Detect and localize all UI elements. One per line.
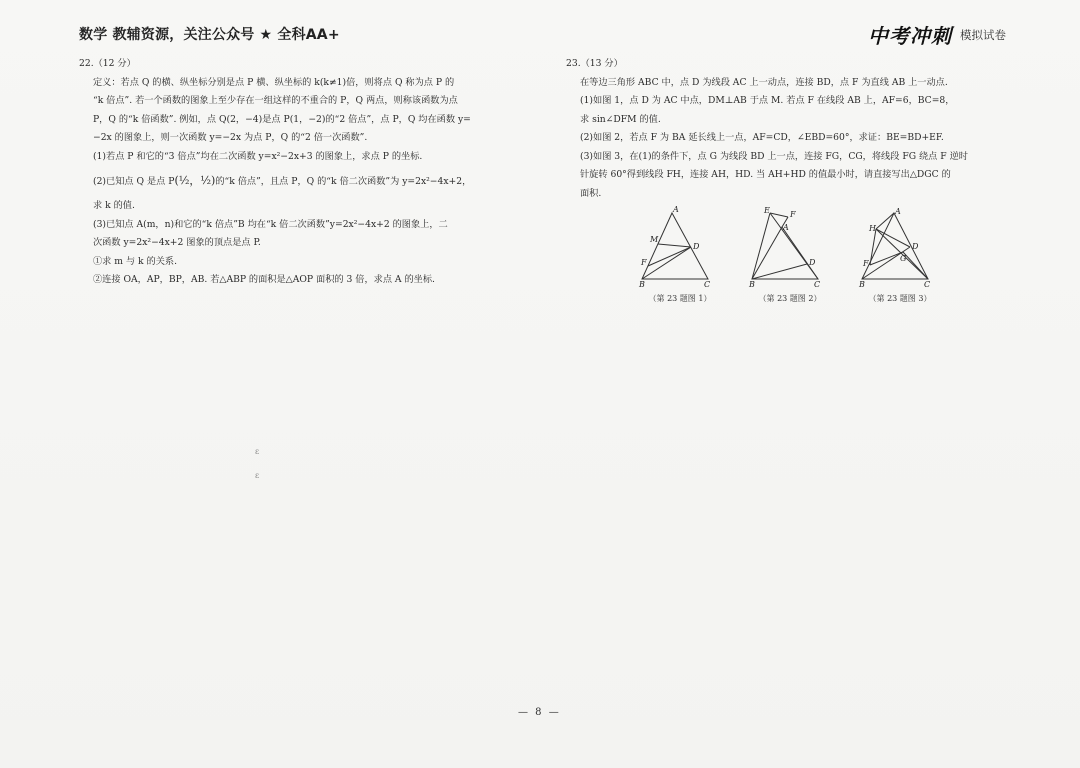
q23-part-1-line-1: (1)如图 1，点 D 为 AC 中点，DM⊥AB 于点 M. 若点 F 在线段 AB 上，AF=6，BC=8，: [580, 95, 955, 106]
stray-mark: ε: [255, 471, 260, 480]
svg-text:A: A: [783, 223, 789, 232]
svg-text:B: B: [859, 280, 865, 287]
q22-part-3-subq-1: ①求 m 与 k 的关系.: [93, 255, 178, 267]
figure-1-caption: （第 23 题图 1）: [648, 294, 712, 303]
brand-subtitle: 模拟试卷: [960, 27, 1006, 42]
svg-text:D: D: [809, 258, 816, 267]
svg-text:M: M: [650, 235, 659, 244]
q22-part-1: (1)若点 P 和它的“3 倍点”均在二次函数 y=x²−2x+3 的图象上，求点 P 的坐标.: [93, 150, 423, 162]
svg-text:C: C: [814, 280, 821, 287]
figure-3: [850, 205, 950, 304]
triangle-diagram-2: [740, 205, 840, 287]
triangle-diagram-1: [630, 205, 730, 287]
svg-text:F: F: [641, 258, 647, 267]
figure-2: [740, 205, 840, 304]
svg-text:B: B: [749, 280, 755, 287]
header-source-text: 数学 教辅资源，关注公众号 ★ 全科AA+: [79, 27, 340, 43]
figure-1: [630, 205, 730, 304]
q22-part-3-line-2: 次函数 y=2x²−4x+2 图象的顶点是点 P.: [93, 237, 261, 248]
page-number: — 8 —: [518, 707, 561, 718]
question-23-heading: 23.（13 分）: [566, 58, 623, 69]
svg-text:F: F: [863, 259, 869, 268]
question-22: [79, 55, 524, 290]
q23-part-3-line-3: 面积.: [580, 187, 602, 199]
svg-text:D: D: [912, 242, 919, 251]
question-23: [566, 55, 1011, 203]
header-brand: [868, 20, 1006, 49]
svg-text:C: C: [924, 280, 931, 287]
svg-text:E: E: [764, 206, 770, 215]
svg-text:B: B: [639, 280, 645, 287]
svg-text:A: A: [673, 205, 679, 214]
svg-text:A: A: [895, 207, 901, 216]
svg-text:D: D: [693, 242, 700, 251]
q23-figures: [630, 205, 950, 315]
brand-logo-text: 中考冲刺: [868, 24, 952, 48]
q23-part-3-line-2: 针旋转 60°得到线段 FH，连接 AH，HD. 当 AH+HD 的值最小时，请直接写出△DGC 的: [580, 169, 951, 180]
svg-text:H: H: [869, 224, 876, 233]
q22-definition-line-3: P，Q 的“k 倍函数”. 例如，点 Q(2，−4)是点 P(1，−2)的“2 倍点”，点 P，Q 均在函数 y=: [93, 113, 471, 125]
stray-mark: ε: [255, 447, 260, 456]
q22-part-2: [93, 166, 524, 197]
q22-definition-line-1: 定义：若点 Q 的横、纵坐标分别是点 P 横、纵坐标的 k(k≠1)倍，则将点 Q 称为点 P 的: [93, 76, 455, 88]
figure-3-caption: （第 23 题图 3）: [868, 294, 932, 303]
q22-part-3-line-1: (3)已知点 A(m，n)和它的“k 倍点”B 均在“k 倍二次函数”y=2x²−4x+2 的图象上，二: [93, 218, 448, 230]
q22-definition-line-4: −2x 的图象上，则一次函数 y=−2x 为点 P，Q 的“2 倍一次函数”.: [93, 132, 368, 143]
q22-part-2-start: (2)已知点 Q 是点 P: [93, 176, 175, 187]
q22-definition-line-2: “k 倍点”. 若一个函数的图象上至少存在一组这样的不重合的 P，Q 两点，则称该函数为点: [93, 95, 458, 106]
q22-part-2-ask: 求 k 的值.: [93, 200, 135, 211]
q23-intro: 在等边三角形 ABC 中，点 D 为线段 AC 上一动点，连接 BD，点 F 为直线 AB 上一动点.: [580, 76, 948, 88]
q23-part-3-line-1: (3)如图 3，在(1)的条件下，点 G 为线段 BD 上一点，连接 FG，CG，将线段 FG 绕点 F 逆时: [580, 150, 968, 162]
svg-text:C: C: [704, 280, 711, 287]
q22-part-3-subq-2: ②连接 OA，AP，BP，AB. 若△ABP 的面积是△AOP 面积的 3 倍，求点 A 的坐标.: [93, 274, 435, 285]
question-22-heading: 22.（12 分）: [79, 58, 136, 69]
q22-part-2-end: 的“k 倍点”，且点 P，Q 的“k 倍二次函数”为 y=2x²−4x+2，: [215, 176, 472, 187]
q22-part-2-fraction: (½，½): [174, 174, 216, 187]
q23-part-1-line-2: 求 sin∠DFM 的值.: [580, 113, 661, 125]
triangle-diagram-3: [850, 205, 950, 287]
figure-2-caption: （第 23 题图 2）: [758, 294, 822, 303]
svg-text:F: F: [790, 210, 796, 219]
svg-text:G: G: [900, 254, 907, 263]
q23-part-2: (2)如图 2，若点 F 为 BA 延长线上一点，AF=CD，∠EBD=60°，求证：BE=BD+EF.: [580, 132, 944, 143]
